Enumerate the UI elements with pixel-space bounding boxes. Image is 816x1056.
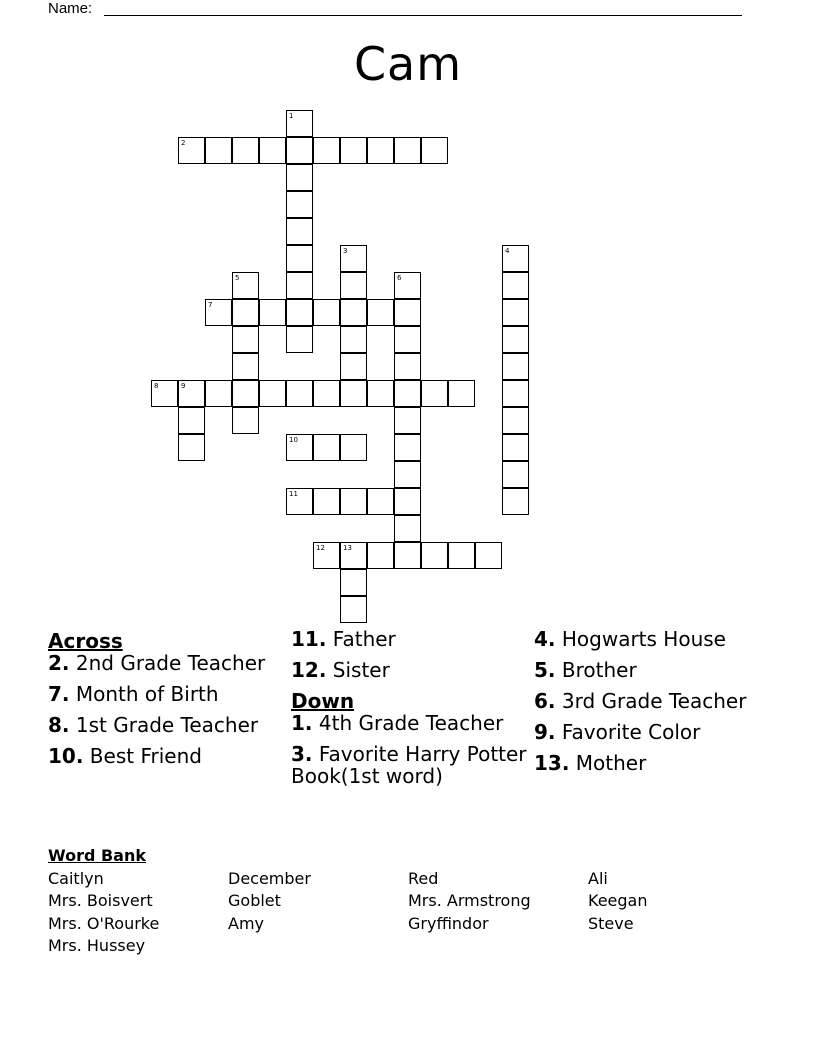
grid-cell[interactable] xyxy=(340,245,367,272)
clue-across-7: 7. Month of Birth xyxy=(48,682,219,706)
grid-cell[interactable] xyxy=(151,380,178,407)
grid-cell[interactable] xyxy=(178,380,205,407)
grid-cell[interactable] xyxy=(205,137,232,164)
grid-cell[interactable] xyxy=(205,299,232,326)
grid-cell[interactable] xyxy=(313,137,340,164)
grid-cell[interactable] xyxy=(313,299,340,326)
grid-cell[interactable] xyxy=(340,299,367,326)
grid-cell[interactable] xyxy=(340,353,367,380)
word-bank-item: Red xyxy=(408,868,439,888)
word-bank-item: Steve xyxy=(588,913,634,933)
grid-cell[interactable] xyxy=(340,137,367,164)
grid-cell[interactable] xyxy=(367,137,394,164)
grid-cell[interactable] xyxy=(502,353,529,380)
grid-cell[interactable] xyxy=(394,326,421,353)
clue-across-8: 8. 1st Grade Teacher xyxy=(48,713,259,737)
clue-across-11: 11. Father xyxy=(291,627,396,651)
grid-cell[interactable] xyxy=(340,488,367,515)
grid-cell[interactable] xyxy=(286,272,313,299)
clue-down-13: 13. Mother xyxy=(534,751,647,775)
grid-cell[interactable] xyxy=(394,137,421,164)
grid-cell[interactable] xyxy=(178,407,205,434)
word-bank-item: Amy xyxy=(228,913,264,933)
clue-down-5: 5. Brother xyxy=(534,658,637,682)
grid-cell[interactable] xyxy=(394,488,421,515)
grid-cell[interactable] xyxy=(394,461,421,488)
clue-across-2: 2. 2nd Grade Teacher xyxy=(48,651,266,675)
grid-cell[interactable] xyxy=(259,137,286,164)
word-bank-item: Mrs. O'Rourke xyxy=(48,913,160,933)
grid-cell[interactable] xyxy=(313,542,340,569)
cell-number: 6 xyxy=(397,274,402,282)
grid-cell[interactable] xyxy=(394,299,421,326)
grid-cell[interactable] xyxy=(232,326,259,353)
grid-cell[interactable] xyxy=(421,380,448,407)
grid-cell[interactable] xyxy=(340,542,367,569)
grid-cell[interactable] xyxy=(313,380,340,407)
grid-cell[interactable] xyxy=(502,434,529,461)
grid-cell[interactable] xyxy=(232,272,259,299)
grid-cell[interactable] xyxy=(340,596,367,623)
grid-cell[interactable] xyxy=(313,488,340,515)
down-heading: Down xyxy=(291,689,355,713)
grid-cell[interactable] xyxy=(286,110,313,137)
grid-cell[interactable] xyxy=(394,515,421,542)
grid-cell[interactable] xyxy=(502,407,529,434)
grid-cell[interactable] xyxy=(178,434,205,461)
grid-cell[interactable] xyxy=(232,353,259,380)
grid-cell[interactable] xyxy=(367,380,394,407)
clues-column-2 xyxy=(291,628,531,796)
grid-cell[interactable] xyxy=(367,542,394,569)
grid-cell[interactable] xyxy=(286,380,313,407)
cell-number: 8 xyxy=(154,382,159,390)
word-bank-item: Goblet xyxy=(228,891,281,910)
grid-cell[interactable] xyxy=(340,272,367,299)
grid-cell[interactable] xyxy=(394,380,421,407)
word-bank-item: Keegan xyxy=(588,891,648,910)
cell-number: 10 xyxy=(289,436,298,444)
grid-cell[interactable] xyxy=(286,164,313,191)
cell-number: 2 xyxy=(181,139,186,147)
cell-number: 7 xyxy=(208,301,213,309)
puzzle-title: Cam xyxy=(353,37,463,91)
clue-down-4: 4. Hogwarts House xyxy=(534,627,726,651)
grid-cell[interactable] xyxy=(286,488,313,515)
grid-cell[interactable] xyxy=(502,326,529,353)
clue-across-12: 12. Sister xyxy=(291,658,390,682)
clue-across-10: 10. Best Friend xyxy=(48,744,202,768)
word-bank-item: Ali xyxy=(588,868,608,888)
across-heading: Across xyxy=(48,629,123,653)
grid-cell[interactable] xyxy=(340,326,367,353)
grid-cell[interactable] xyxy=(286,299,313,326)
grid-cell[interactable] xyxy=(394,272,421,299)
grid-cell[interactable] xyxy=(367,299,394,326)
grid-cell[interactable] xyxy=(502,488,529,515)
word-bank-item: Mrs. Boisvert xyxy=(48,891,153,910)
clue-down-6: 6. 3rd Grade Teacher xyxy=(534,689,747,713)
grid-cell[interactable] xyxy=(340,380,367,407)
grid-cell[interactable] xyxy=(286,137,313,164)
grid-cell[interactable] xyxy=(232,380,259,407)
grid-cell[interactable] xyxy=(421,542,448,569)
clue-down-1: 1. 4th Grade Teacher xyxy=(291,711,504,735)
grid-cell[interactable] xyxy=(232,299,259,326)
grid-cell[interactable] xyxy=(394,542,421,569)
grid-cell[interactable] xyxy=(313,434,340,461)
word-bank-title: Word Bank xyxy=(48,846,147,865)
grid-cell[interactable] xyxy=(475,542,502,569)
grid-cell[interactable] xyxy=(259,299,286,326)
grid-cell[interactable] xyxy=(448,542,475,569)
clues-column-3 xyxy=(534,628,774,783)
grid-cell[interactable] xyxy=(340,569,367,596)
grid-cell[interactable] xyxy=(286,326,313,353)
clue-down-9: 9. Favorite Color xyxy=(534,720,701,744)
cell-number: 4 xyxy=(505,247,510,255)
grid-cell[interactable] xyxy=(205,380,232,407)
grid-cell[interactable] xyxy=(286,434,313,461)
grid-cell[interactable] xyxy=(394,434,421,461)
grid-cell[interactable] xyxy=(394,407,421,434)
grid-cell[interactable] xyxy=(502,461,529,488)
grid-cell[interactable] xyxy=(232,137,259,164)
grid-cell[interactable] xyxy=(340,434,367,461)
grid-cell[interactable] xyxy=(448,380,475,407)
grid-cell[interactable] xyxy=(286,245,313,272)
word-bank-item: Mrs. Armstrong xyxy=(408,891,531,910)
cell-number: 12 xyxy=(316,544,325,552)
cell-number: 5 xyxy=(235,274,240,282)
grid-cell[interactable] xyxy=(367,488,394,515)
word-bank-item: Caitlyn xyxy=(48,868,104,888)
word-bank-item: Gryffindor xyxy=(408,913,489,933)
name-label: Name: xyxy=(48,0,93,17)
grid-cell[interactable] xyxy=(394,353,421,380)
grid-cell[interactable] xyxy=(286,218,313,245)
word-bank-item: December xyxy=(228,868,311,888)
clues-column-1 xyxy=(48,628,278,776)
word-bank-item: Mrs. Hussey xyxy=(48,936,146,955)
grid-cell[interactable] xyxy=(259,380,286,407)
grid-cell[interactable] xyxy=(178,137,205,164)
cell-number: 1 xyxy=(289,112,294,120)
clue-down-3: 3. Favorite Harry Potter Book(1st word) xyxy=(291,742,527,788)
cell-number: 11 xyxy=(289,490,298,498)
cell-number: 13 xyxy=(343,544,352,552)
cell-number: 9 xyxy=(181,382,186,390)
grid-cell[interactable] xyxy=(286,191,313,218)
grid-cell[interactable] xyxy=(502,299,529,326)
grid-cell[interactable] xyxy=(421,137,448,164)
word-bank xyxy=(48,845,768,958)
grid-cell[interactable] xyxy=(502,272,529,299)
grid-cell[interactable] xyxy=(502,245,529,272)
grid-cell[interactable] xyxy=(502,380,529,407)
grid-cell[interactable] xyxy=(232,407,259,434)
cell-number: 3 xyxy=(343,247,348,255)
